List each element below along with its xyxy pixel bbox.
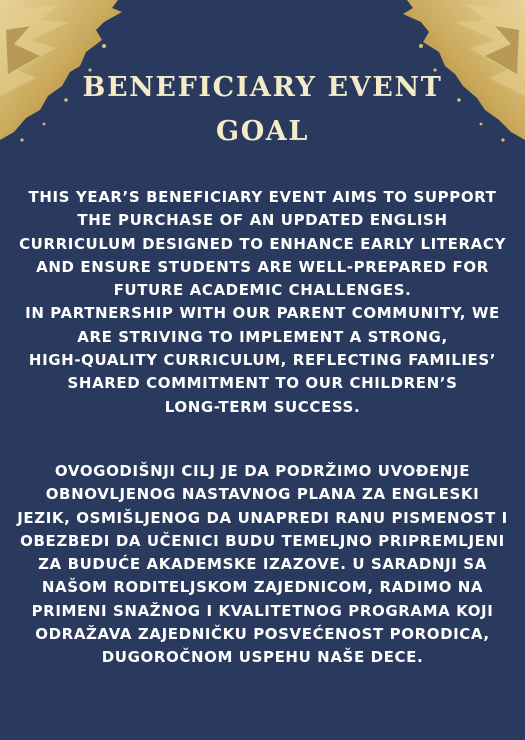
paragraph-line: PRIMENI SNAŽNOG I KVALITETNOG PROGRAMA KOJI — [31, 601, 494, 620]
paragraph-line: THIS YEAR’S BENEFICIARY EVENT AIMS TO SUPPORT — [28, 188, 497, 206]
serbian-paragraph — [0, 460, 525, 670]
paragraph-line: AND ENSURE STUDENTS ARE WELL-PREPARED FOR — [36, 257, 489, 276]
paragraph-line: IN PARTNERSHIP WITH OUR PARENT COMMUNITY, WE — [25, 304, 500, 323]
paragraph-line: THE PURCHASE OF AN UPDATED ENGLISH — [77, 211, 448, 230]
title-line-2: GOAL — [216, 116, 309, 147]
title-line-1: BENEFICIARY EVENT — [82, 72, 443, 103]
paragraph-line: SHARED COMMITMENT TO OUR CHILDREN’S — [67, 374, 458, 393]
paragraph-line: JEZIK, OSMIŠLJENOG DA UNAPREDI RANU PISMENOST I — [17, 508, 508, 527]
english-paragraph — [0, 186, 525, 419]
paragraph-line: HIGH-QUALITY CURRICULUM, REFLECTING FAMILIES’ — [28, 351, 497, 370]
paragraph-line: NAŠOM RODITELJSKOM ZAJEDNICOM, RADIMO NA — [41, 578, 484, 597]
paragraph-line: OVOGODIŠNJI CILJ JE DA PODRŽIMO UVOĐENJE — [54, 462, 471, 480]
paragraph-line: FUTURE ACADEMIC CHALLENGES. — [113, 281, 412, 300]
paragraph-line: OBNOVLJENOG NASTAVNOG PLANA ZA ENGLESKI — [45, 485, 480, 504]
paragraph-line: ODRAŽAVA ZAJEDNIČKU POSVEĆENOST PORODICA, — [35, 625, 490, 644]
paragraph-line: ARE STRIVING TO IMPLEMENT A STRONG, — [77, 327, 448, 346]
paragraph-line: OBEZBEDI DA UČENICI BUDU TEMELJNO PRIPREMLJENI — [20, 531, 505, 550]
paragraph-line: ZA BUDUĆE AKADEMSKE IZAZOVE. U SARADNJI SA — [38, 555, 487, 574]
paragraph-line: DUGOROČNOM USPEHU NAŠE DECE. — [101, 648, 424, 667]
page-title — [0, 66, 525, 154]
paragraph-line: CURRICULUM DESIGNED TO ENHANCE EARLY LITERACY — [19, 234, 506, 253]
paragraph-line: LONG-TERM SUCCESS. — [164, 397, 361, 416]
